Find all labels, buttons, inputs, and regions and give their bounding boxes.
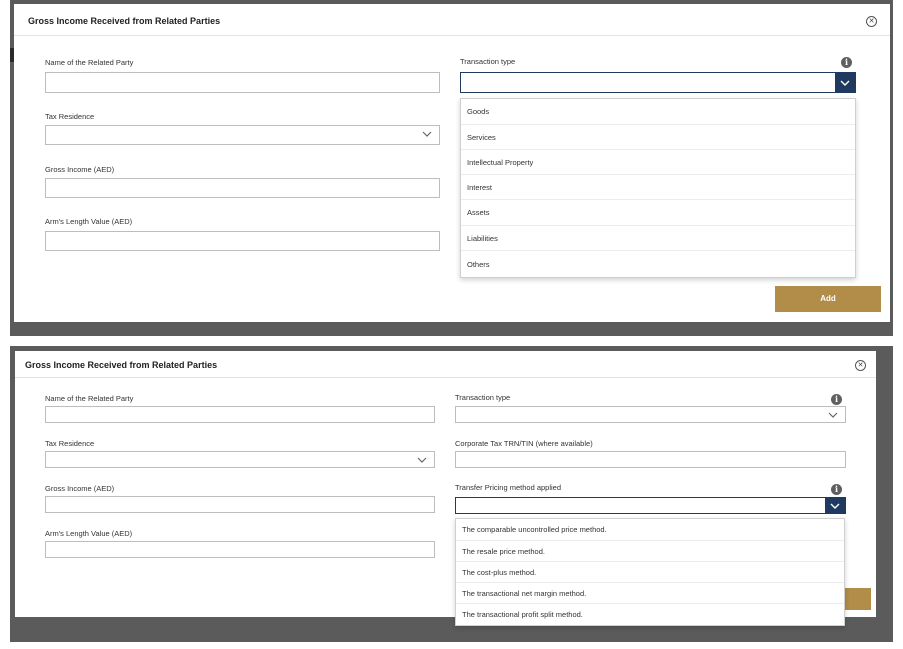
dropdown-option-resale-price-method[interactable]: The resale price method. <box>456 541 844 562</box>
add-button[interactable]: Add <box>775 286 881 312</box>
transaction-type-dropdown <box>460 98 856 278</box>
arms-length-input[interactable] <box>45 231 440 251</box>
arms-length-label: Arm's Length Value (AED) <box>45 217 133 226</box>
transfer-pricing-dropdown <box>455 518 845 626</box>
close-icon[interactable]: ✕ <box>855 360 866 371</box>
dropdown-option-profit-split-method[interactable]: The transactional profit split method. <box>462 610 583 619</box>
arms-length-input[interactable] <box>45 541 435 558</box>
info-icon[interactable]: i <box>831 484 842 495</box>
transaction-type-select[interactable] <box>455 406 846 423</box>
gross-income-label: Gross Income (AED) <box>45 165 115 174</box>
modal-title: Gross Income Received from Related Parties <box>28 16 221 26</box>
chevron-down-icon <box>417 455 427 465</box>
close-icon[interactable]: ✕ <box>866 16 877 27</box>
transaction-type-label: Transaction type <box>460 57 516 66</box>
corporate-tax-trn-label: Corporate Tax TRN/TIN (where available) <box>455 439 593 448</box>
corporate-tax-trn-input[interactable] <box>455 451 846 468</box>
modal-title: Gross Income Received from Related Parties <box>25 360 218 370</box>
dropdown-option-assets[interactable]: Assets <box>461 200 855 226</box>
dropdown-option-tnm-method[interactable]: The transactional net margin method. <box>456 583 844 604</box>
chevron-down-icon <box>835 73 855 92</box>
dropdown-option-cost-plus-method[interactable]: The cost-plus method. <box>456 562 844 583</box>
chevron-down-icon <box>825 498 845 513</box>
modal-gross-income-top <box>14 4 890 322</box>
chevron-down-icon <box>422 129 432 139</box>
related-party-label: Name of the Related Party <box>45 58 134 67</box>
info-icon[interactable]: i <box>841 57 852 68</box>
tax-residence-label: Tax Residence <box>45 439 95 448</box>
dropdown-option-cup-method[interactable]: The comparable uncontrolled price method. <box>456 519 844 541</box>
dropdown-option-interest[interactable]: Interest <box>461 175 855 200</box>
tax-residence-label: Tax Residence <box>45 112 95 121</box>
dropdown-option-others[interactable]: Others <box>467 260 490 269</box>
modal-gross-income-bottom <box>15 351 876 617</box>
transfer-pricing-select[interactable] <box>455 497 846 514</box>
dropdown-option-services[interactable]: Services <box>461 125 855 150</box>
gross-income-label: Gross Income (AED) <box>45 484 115 493</box>
chevron-down-icon <box>828 410 838 420</box>
transaction-type-label: Transaction type <box>455 393 511 402</box>
related-party-label: Name of the Related Party <box>45 394 134 403</box>
info-icon[interactable]: i <box>831 394 842 405</box>
related-party-input[interactable] <box>45 406 435 423</box>
modal-header <box>15 351 876 378</box>
gross-income-input[interactable] <box>45 178 440 198</box>
modal-header <box>14 4 890 36</box>
arms-length-label: Arm's Length Value (AED) <box>45 529 133 538</box>
transfer-pricing-label: Transfer Pricing method applied <box>455 483 562 492</box>
related-party-input[interactable] <box>45 72 440 93</box>
transaction-type-select[interactable] <box>460 72 856 93</box>
dropdown-option-goods[interactable]: Goods <box>461 99 855 125</box>
tax-residence-select[interactable] <box>45 451 435 468</box>
tax-residence-select[interactable] <box>45 125 440 145</box>
dropdown-option-intellectual-property[interactable]: Intellectual Property <box>461 150 855 175</box>
gross-income-input[interactable] <box>45 496 435 513</box>
dropdown-option-liabilities[interactable]: Liabilities <box>461 226 855 251</box>
